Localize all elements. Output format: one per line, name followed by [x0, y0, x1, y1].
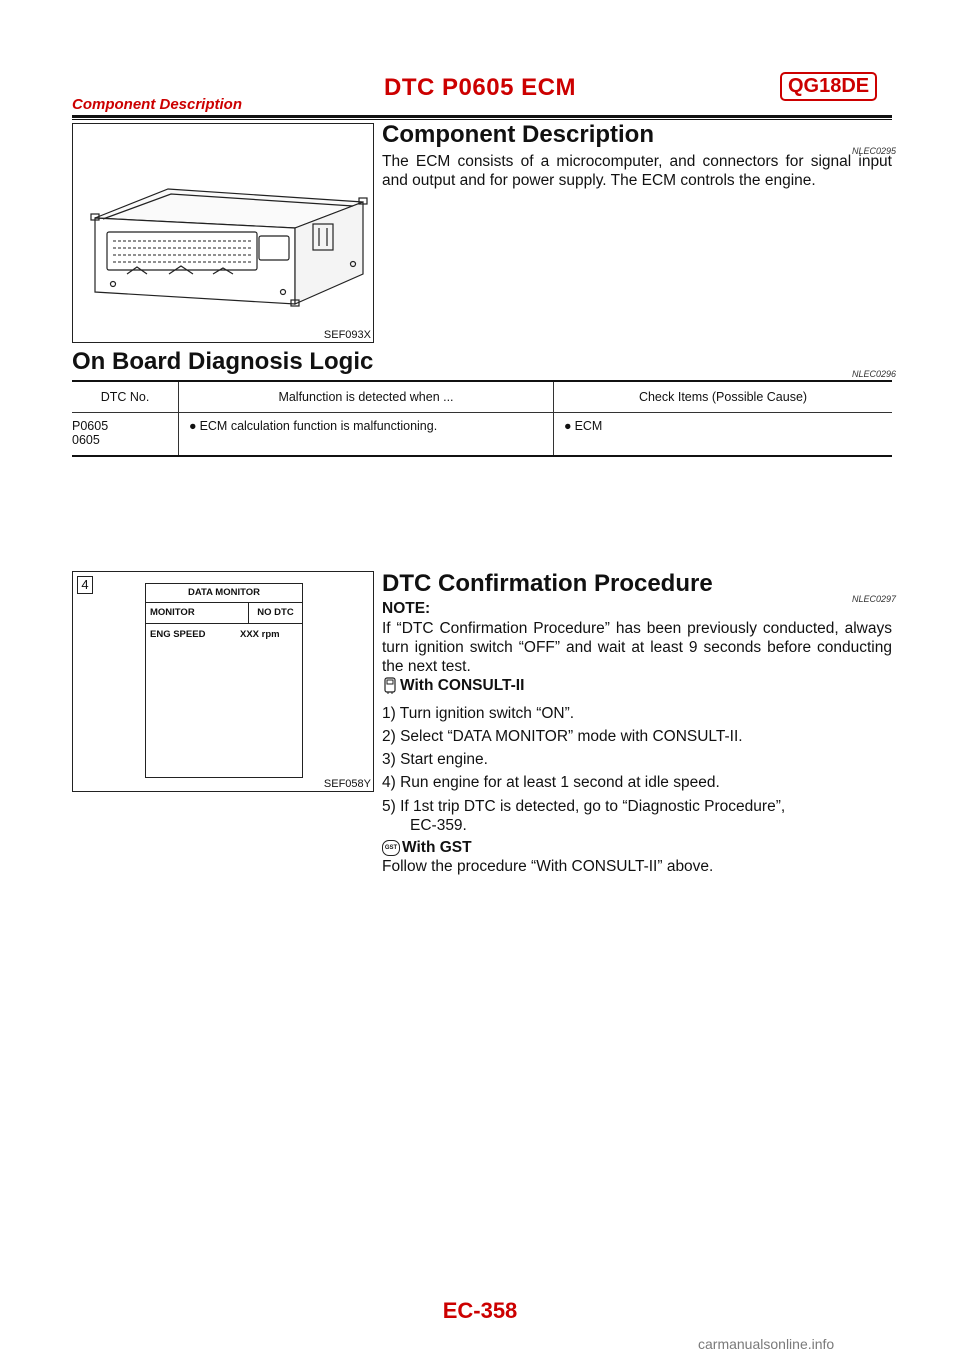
monitor-col-label: MONITOR — [146, 603, 249, 623]
monitor-header-row — [146, 603, 302, 624]
monitor-status: NO DTC — [257, 607, 294, 618]
check-text: ECM — [574, 419, 603, 433]
bullet: ● — [189, 419, 197, 433]
figure-caption: SEF058Y — [323, 778, 371, 790]
procedure-step: 5) If 1st trip DTC is detected, go to “Diagnostic Procedure”, — [382, 798, 786, 815]
ecm-illustration — [73, 124, 373, 342]
header-rule-thin — [72, 119, 892, 120]
page-title: DTC P0605 ECM — [384, 74, 576, 101]
ecm-figure — [72, 123, 374, 343]
check-cell — [554, 413, 893, 457]
header-rule — [72, 115, 892, 118]
malfunction-text: ECM calculation function is malfunctioning. — [199, 419, 438, 433]
column-header-check: Check Items (Possible Cause) — [554, 382, 893, 413]
note-label: NOTE: — [382, 600, 431, 617]
step-marker: 4 — [77, 576, 93, 594]
procedure-step: 1) Turn ignition switch “ON”. — [382, 705, 575, 722]
procedure-step: 2) Select “DATA MONITOR” mode with CONSULT-II. — [382, 728, 743, 745]
gst-text: Follow the procedure “With CONSULT-II” above. — [382, 858, 714, 875]
consult-tool-icon — [382, 677, 398, 695]
engine-badge: QG18DE — [780, 72, 877, 101]
consult-subheading — [382, 677, 524, 695]
table-bottom-rule — [72, 455, 892, 457]
section-code: NLEC0296 — [852, 369, 897, 379]
column-header-malfunction: Malfunction is detected when ... — [179, 382, 554, 413]
monitor-item-row — [146, 624, 302, 646]
procedure-step: 3) Start engine. — [382, 751, 488, 768]
dtc-cell — [72, 413, 179, 457]
page-number: EC-358 — [442, 1298, 518, 1323]
note-text: If “DTC Confirmation Procedure” has been previously conducted, always turn ignition switch “OFF” and wait at least 9 seconds before conducting the next test. — [382, 620, 892, 675]
page-subtitle: Component Description — [72, 96, 243, 113]
data-monitor-panel — [145, 583, 303, 778]
section-heading-onboard-logic: On Board Diagnosis Logic — [72, 348, 374, 375]
gst-subheading — [382, 839, 472, 857]
malfunction-cell — [179, 413, 554, 457]
section-code: NLEC0297 — [852, 594, 897, 604]
monitor-title: DATA MONITOR — [146, 584, 302, 603]
section-code: NLEC0295 — [852, 146, 897, 156]
procedure-step-continued: EC-359. — [410, 817, 467, 834]
gst-heading: With GST — [402, 839, 472, 856]
column-header-dtc: DTC No. — [100, 390, 150, 404]
table-row — [72, 413, 892, 457]
dtc-code-alt: 0605 — [72, 433, 100, 447]
gst-icon-text: GST — [384, 845, 398, 851]
diagnosis-logic-table — [72, 382, 892, 457]
monitor-item: ENG SPEED — [150, 629, 206, 640]
consult-heading: With CONSULT-II — [400, 677, 525, 694]
procedure-step: 4) Run engine for at least 1 second at idle speed. — [382, 774, 720, 791]
dtc-code: P0605 — [72, 419, 109, 433]
component-description-text: The ECM consists of a microcomputer, and connectors for signal input and output and for power supply. The ECM controls the engine. — [382, 153, 892, 189]
gst-icon — [382, 840, 400, 856]
data-monitor-figure — [72, 571, 374, 792]
watermark: carmanualsonline.info — [698, 1336, 835, 1352]
section-heading-component-description: Component Description — [382, 121, 655, 148]
bullet: ● — [564, 419, 572, 433]
figure-caption: SEF093X — [323, 329, 371, 341]
section-heading-dtc-confirmation: DTC Confirmation Procedure — [382, 570, 713, 597]
monitor-value: XXX rpm — [240, 629, 280, 640]
